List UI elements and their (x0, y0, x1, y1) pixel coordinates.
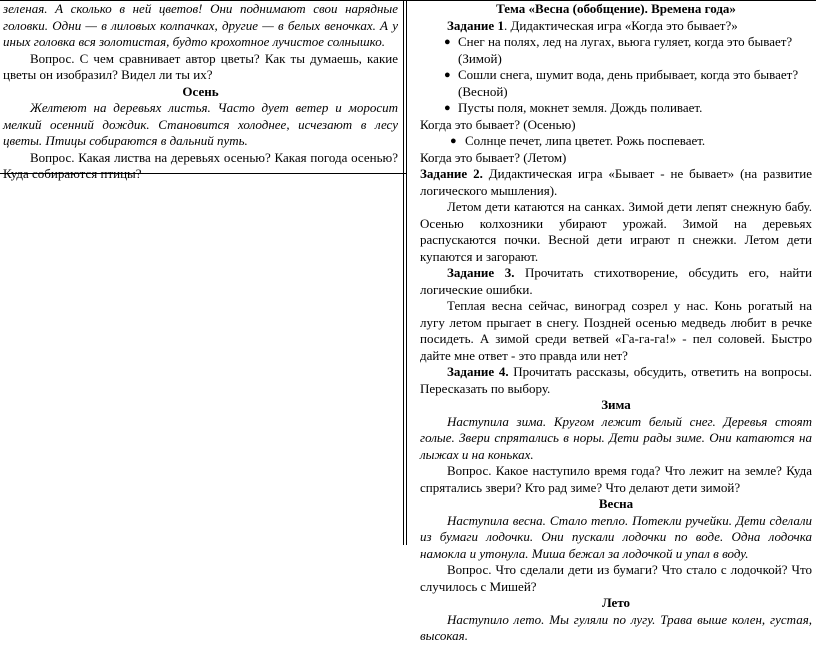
task-text: Прочитать рассказы, обсудить, ответить на вопросы. Пересказать по выбору. (420, 364, 812, 396)
riddle-list (420, 133, 812, 150)
question-paragraph: Вопрос. Какое наступило время года? Что лежит на земле? Куда спрятались звери? Кто рад зиме? Что делают дети зимой? (420, 463, 812, 495)
spring-paragraph: Наступила весна. Стало тепло. Потекли ручейки. Дети сделали из бумаги лодочки. Они пускали лодочки по воде. Одна лодочка намокла и утонула. Миша бежал за лодочкой и упал в воду. (420, 512, 812, 561)
section-title-spring: Весна (598, 496, 634, 511)
intro-paragraph: зеленая. А сколько в ней цветов! Они поднимают свои нарядные головки. Одни — в лиловых колпачках, другие — в белых веночках. А у иных головка вся золотистая, будто крохотное лучистое солнышко. (3, 1, 398, 49)
task-4 (420, 364, 812, 397)
task-1 (420, 18, 812, 35)
right-column (406, 1, 816, 643)
topic-title: Тема «Весна (обобщение). Времена года» (496, 1, 736, 16)
list-item: ● Пусты поля, мокнет земля. Дождь поливает. (444, 100, 703, 115)
answer-line: Когда это бывает? (Летом) (420, 149, 567, 165)
task-2 (420, 166, 812, 199)
summer-paragraph: Наступило лето. Мы гуляли по лугу. Трава выше колен, густая, высокая. (420, 611, 812, 643)
section-title-autumn: Осень (182, 83, 219, 99)
question-paragraph: Вопрос. Что сделали дети из бумаги? Что стало с лодочкой? Что случилось с Мишей? (420, 562, 812, 594)
left-column (0, 1, 402, 545)
task-label: Задание 3. (447, 265, 515, 280)
task-label: Задание 4. (447, 364, 509, 379)
task-3 (420, 265, 812, 298)
winter-paragraph: Наступила зима. Кругом лежит белый снег. Деревья стоят голые. Звери спрятались в норы. Дети рады зиме. Они катаются на лыжах и на коньках. (420, 413, 812, 462)
answer-line: Когда это бывает? (Осенью) (420, 116, 576, 132)
bullet-icon: ● (444, 36, 451, 48)
column-divider (403, 1, 404, 545)
task-text: Дидактическая игра «Бывает - не бывает» (на развитие логического мышления). (420, 166, 812, 198)
bullet-icon: ● (444, 69, 451, 81)
list-item: ● Снег на полях, лед на лугах, вьюга гуляет, когда это бывает? (Зимой) (444, 34, 793, 66)
task-text: . Дидактическая игра «Когда это бывает?» (503, 17, 738, 33)
task-label: Задание 1 (447, 17, 504, 33)
riddle-list (420, 34, 812, 117)
section-title-winter: Зима (601, 397, 631, 412)
question-paragraph: Вопрос. С чем сравнивает автор цветы? Как ты думаешь, какие цветы он изобразил? Видел ли ты их? (3, 50, 398, 82)
autumn-paragraph: Желтеют на деревьях листья. Часто дует ветер и моросит мелкий осенний дождик. Становится холоднее, исчезают в лесу цветы. Птицы собираются в дальний путь. (3, 100, 398, 148)
task-label: Задание 2. (420, 166, 483, 181)
question-paragraph: Вопрос. Какая листва на деревьях осенью? Какая погода осенью? Куда собираются птицы? (3, 149, 398, 181)
task-3-body: Теплая весна сейчас, виноград созрел у нас. Конь рогатый на лугу летом прыгает в снегу. Поздней осенью медведь любит в речке посидеть. А зимой среди ветвей «Га-га-га!» - пел соловей. Быстро дайте мне ответ - это правда или нет? (420, 298, 812, 363)
list-item: ● Солнце печет, липа цветет. Рожь поспевает. (450, 133, 706, 148)
task-text: Прочитать стихотворение, обсудить его, найти логические ошибки. (420, 265, 812, 297)
task-2-body: Летом дети катаются на санках. Зимой дети лепят снежную бабу. Осенью колхозники убирают урожай. Зимой на деревьях распускаются почки. Весной дети играют п снежки. Летом дети купаются и загорают. (420, 199, 812, 264)
bullet-icon: ● (444, 102, 451, 114)
section-title-summer: Лето (601, 595, 631, 610)
list-item: ● Сошли снега, шумит вода, день прибывает, когда это бывает? (Весной) (444, 67, 799, 99)
bullet-icon: ● (450, 135, 457, 147)
